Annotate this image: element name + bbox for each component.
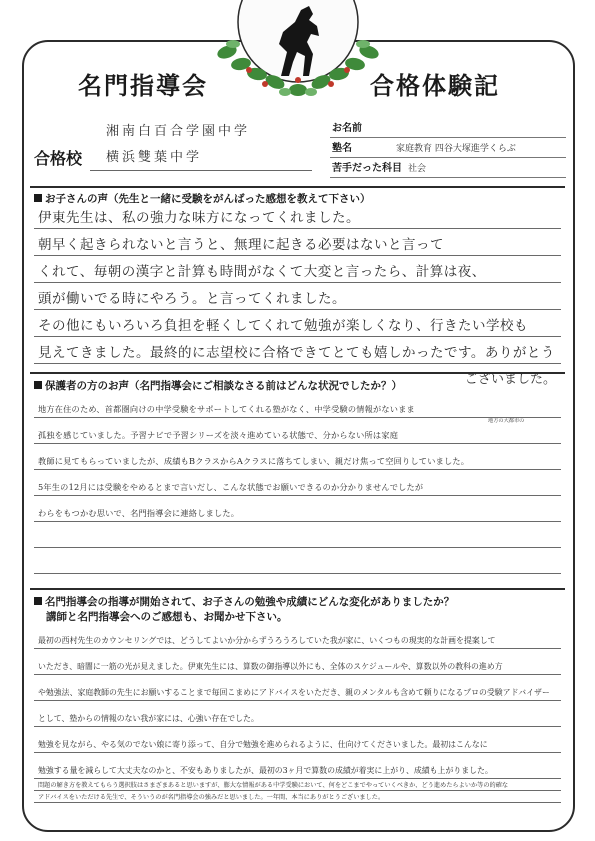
handwritten-text: アドバイスをいただける先生で、そういうのが名門指導会の強みだと思いました。一年間、本当にありがとうございました。 bbox=[38, 794, 385, 801]
list-item bbox=[34, 470, 561, 496]
school-name: 横浜雙葉中学 bbox=[106, 150, 203, 165]
list-item bbox=[34, 623, 561, 649]
handwritten-text: その他にもいろいろ負担を軽くしてくれて勉強が楽しくなり、行きたい学校も bbox=[38, 318, 528, 334]
juku-value: 家庭教育 四谷大塚進学くらぶ bbox=[396, 144, 516, 154]
section3-lines bbox=[34, 623, 561, 803]
header-title-right: 合格体験記 bbox=[370, 71, 500, 100]
handwritten-text: 地方在住のため、首都圏向けの中学受験をサポートしてくれる塾がなく、中学受験の情報がないまま bbox=[38, 404, 415, 414]
handwritten-text: 伊東先生は、私の強力な味方になってくれました。 bbox=[38, 210, 360, 226]
list-item bbox=[34, 256, 561, 283]
list-item bbox=[34, 418, 561, 444]
name-label: お名前 bbox=[332, 123, 362, 134]
header-title-left: 名門指導会 bbox=[78, 71, 208, 100]
juku-row bbox=[330, 138, 566, 158]
handwritten-text: や勉強法、家庭教師の先生にお願いすることまで毎回こまめにアドバイスをいただき、親のメンタルも含めて頼りになるプロの受験アドバイザー bbox=[38, 688, 550, 697]
list-item bbox=[34, 337, 561, 364]
handwritten-text: として、塾からの情報のない我が家には、心強い存在でした。 bbox=[38, 714, 259, 723]
info-table bbox=[330, 118, 566, 178]
handwritten-text: 朝早く起きられないと言うと、無理に起きる必要はないと言って bbox=[38, 237, 444, 253]
list-item bbox=[34, 496, 561, 522]
weak-subject-value: 社会 bbox=[408, 164, 427, 174]
section-divider bbox=[30, 372, 565, 374]
list-item bbox=[34, 675, 561, 701]
handwritten-text: 頭が働いでる時にやろう。と言ってくれました。 bbox=[38, 291, 346, 307]
list-item bbox=[34, 202, 561, 229]
handwritten-text: 最初の西村先生のカウンセリングでは、どうしてよいか分からずうろうろしていた我が家に、いくつもの現実的な計画を提案して bbox=[38, 636, 496, 645]
square-bullet-icon bbox=[34, 194, 42, 202]
square-bullet-icon bbox=[34, 381, 42, 389]
list-item bbox=[34, 444, 561, 470]
handwritten-text: いただき、暗闇に一筋の光が見えました。伊東先生には、算数の御指導以外にも、全体のスケジュールや、算数以外の教科の進め方 bbox=[38, 662, 503, 671]
list-item bbox=[34, 310, 561, 337]
handwritten-text: 見えてきました。最終的に志望校に合格できてとても嬉しかったです。ありがとう bbox=[38, 345, 555, 361]
handwritten-text: 教師に見てもらっていましたが、成績もBクラスからAクラスに落ちてしまい、親だけ焦って空回りしていました。 bbox=[38, 456, 470, 466]
list-item bbox=[34, 753, 561, 779]
list-item bbox=[34, 283, 561, 310]
name-row bbox=[330, 118, 566, 138]
inserted-note: 地方の大都市の bbox=[488, 418, 525, 424]
pass-label: 合格校 bbox=[34, 149, 83, 168]
school-block bbox=[30, 114, 310, 180]
list-item bbox=[34, 229, 561, 256]
section2-title bbox=[34, 378, 402, 393]
list-item bbox=[34, 548, 561, 574]
section2-lines bbox=[34, 392, 561, 574]
list-item bbox=[34, 522, 561, 548]
weak-subject-label: 苦手だった科目 bbox=[332, 163, 402, 174]
section1-title-text: お子さんの声（先生と一緒に受験をがんばった感想を教えて下さい） bbox=[45, 193, 371, 205]
handwritten-text: 勉強を見ながら、やる気のでない娘に寄り添って、自分で勉強を進められるように、仕向けてくださいました。最初はこんなに bbox=[38, 740, 488, 749]
section1-lines bbox=[34, 202, 561, 364]
handwritten-text: 孤独を感じていました。予習ナビで予習シリーズを淡々進めている状態で、分からない所は家庭 bbox=[38, 430, 399, 440]
list-item bbox=[34, 727, 561, 753]
section-divider bbox=[30, 588, 565, 590]
list-item bbox=[34, 779, 561, 791]
list-item bbox=[34, 701, 561, 727]
square-bullet-icon bbox=[34, 597, 42, 605]
handwritten-text: 問題の解き方を教えてもらう選択肢はさまざまあると思いますが、膨大な情報がある中学受験において、何をどこまでやっていくべきか、どう進めたらよいか等の的確な bbox=[38, 782, 509, 789]
section3-title bbox=[34, 594, 454, 609]
section3-subtitle: 講師と名門指導会へのご感想も、お聞かせ下さい。 bbox=[46, 611, 288, 623]
handwritten-text: 5年生の12月には受験をやめるとまで言いだし、こんな状態でお願いできるのか分かりませんでしたが bbox=[38, 482, 424, 492]
section1-tail: ございました。 bbox=[465, 372, 557, 387]
section-divider bbox=[30, 186, 565, 188]
handwritten-text: 勉強する量を減らして大丈夫なのかと、不安もありましたが、最初の3ヶ月で算数の成績が着実に上がり、成績も上がりました。 bbox=[38, 766, 493, 775]
section3-title-text: 名門指導会の指導が開始されて、お子さんの勉強や成績にどんな変化がありましたか？ bbox=[45, 596, 455, 608]
list-item bbox=[34, 649, 561, 675]
list-item bbox=[34, 791, 561, 803]
handwritten-text: わらをもつかむ思いで、名門指導会に連絡しました。 bbox=[38, 508, 240, 518]
school-name: 湘南白百合学園中学 bbox=[106, 124, 251, 139]
juku-label: 塾名 bbox=[332, 143, 352, 154]
list-item bbox=[34, 392, 561, 418]
handwritten-text: くれて、毎朝の漢字と計算も時間がなくて大変と言ったら、計算は夜、 bbox=[38, 264, 486, 280]
weak-subject-row bbox=[330, 158, 566, 178]
horse-emblem-icon bbox=[205, 0, 391, 104]
school-underline bbox=[90, 170, 312, 171]
section2-title-text: 保護者の方のお声（名門指導会にご相談なさる前はどんな状況でしたか？） bbox=[45, 380, 402, 392]
